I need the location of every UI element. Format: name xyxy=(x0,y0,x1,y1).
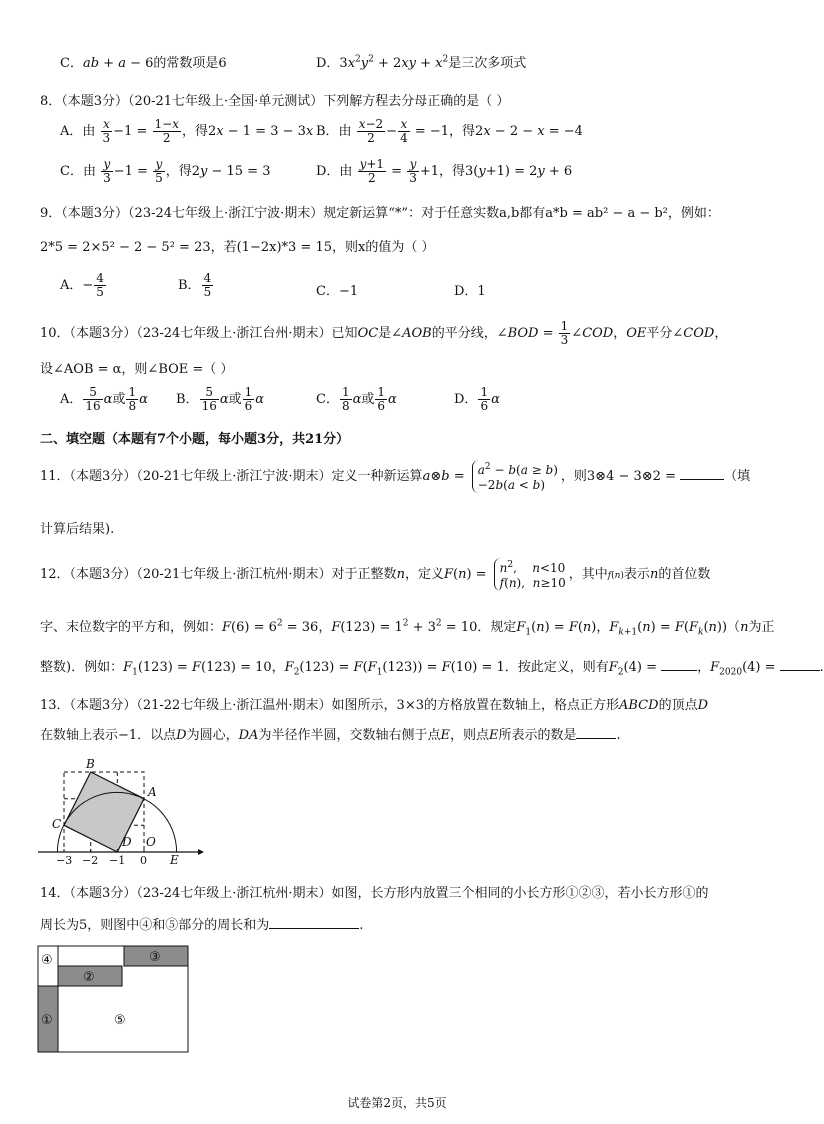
label-e: E xyxy=(170,853,179,867)
q10-option-b: B． $\frac{5}{16}$ α或 $\frac{1}{6}$ α xyxy=(176,385,265,413)
tick-minus2: −2 xyxy=(82,854,99,867)
q12-stem-line3: 整数)．例如：$F_1(123) = F(123) = 10$，$F_2(123) = F(F_1(123)) = F(10) = 1$．按此定义，则有$F_2(4)$ = ，$F_{2020}(4)$ = . xyxy=(40,660,824,678)
number-line-arrow xyxy=(198,849,204,855)
label-2: ② xyxy=(83,970,95,985)
q9-stem-line1: 9．（本题3分）（23-24七年级上·浙江宁波·期末）规定新运算“*”：对于任意实数a,b都有a*b = ab² − a − b²，例如： xyxy=(40,206,720,221)
tick-minus3: −3 xyxy=(56,854,73,867)
q9-option-c: C．−1 xyxy=(316,284,359,299)
q12-stem-line1: 12．（本题3分）（20-21七年级上·浙江杭州·期末）对于正整数n，定义$F(n) = n^2$, n<10 f(n), n≥10，其中f(n)表示n的首位数 xyxy=(40,560,711,590)
q14-figure xyxy=(36,944,192,1054)
tick-minus1: −1 xyxy=(109,854,126,867)
q9-stem-line2: 2*5 = 2×5² − 2 − 5² = 23，若(1−2x)*3 = 15，则x的值为（ ） xyxy=(40,240,435,255)
q12-stem-line2: 字、末位数字的平方和，例如：$F(6) = 6^2 = 36$，$F(123) = 1^2 + 3^2 = 10$．规定$F_1(n) = F(n)$，$F_{k+1}(n) = F(F_k(n))(n$为正 xyxy=(40,618,775,638)
q11-stem-line2: 计算后结果). xyxy=(40,522,115,537)
q8-option-a: A．由 $\frac{x}{3}$ −1 = $\frac{1-x}{2}$ ，得2x − 1 = 3 − 3x xyxy=(60,117,314,145)
q14-stem-line1: 14．（本题3分）（23-24七年级上·浙江杭州·期末）如图，长方形内放置三个相同的小长方形①②③，若小长方形①的 xyxy=(40,886,709,901)
q10-option-c: C． $\frac{1}{8}$ α或 $\frac{1}{6}$ α xyxy=(316,385,397,413)
q10-stem-line1: 10．（本题3分）（23-24七年级上·浙江台州·期末）已知OC是∠AOB的平分线，∠BOD = $\frac{1}{3}$ ∠COD，OE平分∠COD， xyxy=(40,319,728,347)
q8-option-d: D．由 $\frac{y+1}{2}$ = $\frac{y}{3}$ +1，得3(y+1) = 2y + 6 xyxy=(316,157,573,185)
label-3: ③ xyxy=(149,950,161,965)
q11-stem-line1: 11．（本题3分）（20-21七年级上·浙江宁波·期末）定义一种新运算a⊗b = $a^2 - b(a \ge b)$ −2b(a < b)，则3⊗4 − 3⊗2 = （填 xyxy=(40,462,751,492)
q10-stem-line2: 设∠AOB = α，则∠BOE =（ ） xyxy=(40,362,234,377)
q9-option-a: A．− $\frac{4}{5}$ xyxy=(60,271,104,299)
q8-option-c: C．由 $\frac{y}{3}$ −1 = $\frac{y}{5}$ ，得2y − 15 = 3 xyxy=(60,157,271,185)
page-footer: 试卷第2页，共5页 xyxy=(347,1096,447,1110)
label-d: D xyxy=(122,835,132,849)
label-c: C xyxy=(52,817,62,831)
tick-0: 0 xyxy=(140,854,147,867)
square-abcd xyxy=(64,772,144,852)
q9-option-d: D．1 xyxy=(454,284,486,299)
label-a: A xyxy=(148,785,157,799)
q7-option-c: C．ab + a − 6的常数项是6 xyxy=(60,56,227,71)
q13-stem-line1: 13．（本题3分）（21-22七年级上·浙江温州·期末）如图所示，3×3的方格放置在数轴上，格点正方形ABCD的顶点D xyxy=(40,698,709,713)
label-o: O xyxy=(146,835,156,849)
label-b: B xyxy=(86,757,95,771)
q10-option-a: A． $\frac{5}{16}$ α或 $\frac{1}{8}$ α xyxy=(60,385,148,413)
q14-stem-line2: 周长为5，则图中④和⑤部分的周长和为 . xyxy=(40,918,364,933)
q8-option-b: B．由 $\frac{x-2}{2}$ − $\frac{x}{4}$ = −1，得2x − 2 − x = −4 xyxy=(316,117,583,145)
label-4: ④ xyxy=(41,953,53,968)
label-1: ① xyxy=(41,1013,53,1028)
section-title-fill-in: 二、填空题（本题有7个小题，每小题3分，共21分） xyxy=(40,432,350,447)
q9-option-b: B． $\frac{4}{5}$ xyxy=(178,271,212,299)
label-5: ⑤ xyxy=(114,1013,126,1028)
q10-option-d: D． $\frac{1}{6}$ α xyxy=(454,385,500,413)
q7-option-d: D．$3x^2y^2 + 2xy + x^2$是三次多项式 xyxy=(316,54,527,71)
q13-stem-line2: 在数轴上表示−1．以点D为圆心，DA为半径作半圆，交数轴右侧于点E，则点E所表示的数是 . xyxy=(40,728,621,743)
q8-stem: 8．（本题3分）（20-21七年级上·全国·单元测试）下列解方程去分母正确的是（ ） xyxy=(40,94,510,109)
q13-figure xyxy=(34,752,204,866)
